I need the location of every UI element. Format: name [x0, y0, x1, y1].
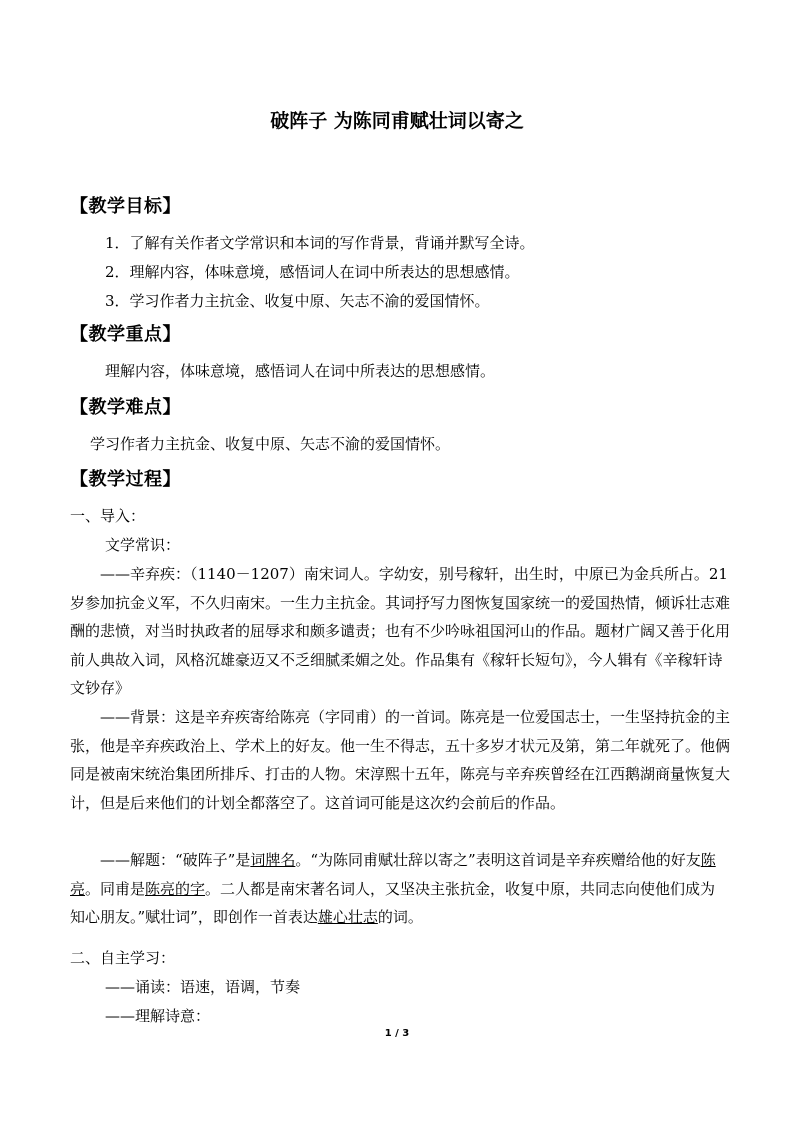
explanation-text: ——解题：“破阵子”是词牌名。“为陈同甫赋壮辞以寄之”表明这首词是辛弃疾赠给他的好友陈亮。同甫是陈亮的字。二人都是南宋著名词人，又坚决主张抗金，收复中原，共同志向使他们成为知心朋友。”赋壮词”，即创作一首表达雄心壮志的词。 [70, 851, 716, 927]
heading-teaching-process: 【教学过程】 [70, 469, 181, 490]
document-title: 破阵子 为陈同甫赋壮词以寄之 [270, 110, 524, 132]
heading-teaching-key: 【教学重点】 [70, 324, 181, 345]
page-number: 1 / 3 [384, 1028, 410, 1039]
key-point-text: 理解内容，体味意境，感悟词人在词中所表达的思想感情。 [105, 362, 496, 380]
underlined-term: 雄心壮志 [317, 908, 378, 927]
underlined-term: 词牌名 [250, 851, 296, 869]
intro-heading: 一、导入： [70, 507, 146, 525]
difficulty-text: 学习作者力主抗金、收复中原、矢志不渝的爱国情怀。 [90, 435, 451, 453]
background-text: ——背景：这是辛弃疾寄给陈亮（字同甫）的一首词。陈亮是一位爱国志士，一生坚持抗金的主张，他是辛弃疾政治上、学术上的好友。他一生不得志，五十多岁才状元及第，第二年就死了。他俩同是被南宋统治集团所排斥、打击的人物。宋淳熙十五年，陈亮与辛弃疾曾经在江西鹅湖商量恢复大计，但是后来他们的计划全都落空了。这首词可能是这次约会前后的作品。 [70, 708, 731, 812]
author-paragraph [70, 560, 730, 703]
underlined-term: 陈亮 [70, 851, 716, 898]
understand-line: ——理解诗意： [105, 1007, 211, 1025]
heading-teaching-goals: 【教学目标】 [70, 196, 181, 217]
underlined-term: 陈亮的字 [145, 879, 206, 898]
heading-teaching-difficulty: 【教学难点】 [70, 397, 181, 418]
recite-line: ——诵读：语速，语调，节奏 [105, 978, 301, 996]
background-paragraph [70, 703, 730, 817]
goal-item-2: 2．理解内容，体味意境，感悟词人在词中所表达的思想感情。 [105, 263, 520, 281]
goal-item-1: 1．了解有关作者文学常识和本词的写作背景，背诵并默写全诗。 [105, 234, 535, 252]
self-study-heading: 二、自主学习： [70, 949, 176, 967]
explanation-paragraph [70, 846, 730, 932]
literature-label: 文学常识： [105, 536, 181, 554]
goal-item-3: 3．学习作者力主抗金、收复中原、矢志不渝的爱国情怀。 [105, 292, 490, 310]
author-text: ——辛弃疾：（1140－1207）南宋词人。字幼安，别号稼轩，出生时，中原已为金兵所占。21岁参加抗金义军，不久归南宋。一生力主抗金。其词抒写力图恢复国家统一的爱国热情，倾诉壮志难酬的悲愤，对当时执政者的屈辱求和颇多谴责；也有不少吟咏祖国河山的作品。题材广阔又善于化用前人典故入词，风格沉雄豪迈又不乏细腻柔媚之处。作品集有《稼轩长短句》，今人辑有《辛稼轩诗文钞存》 [70, 565, 731, 698]
